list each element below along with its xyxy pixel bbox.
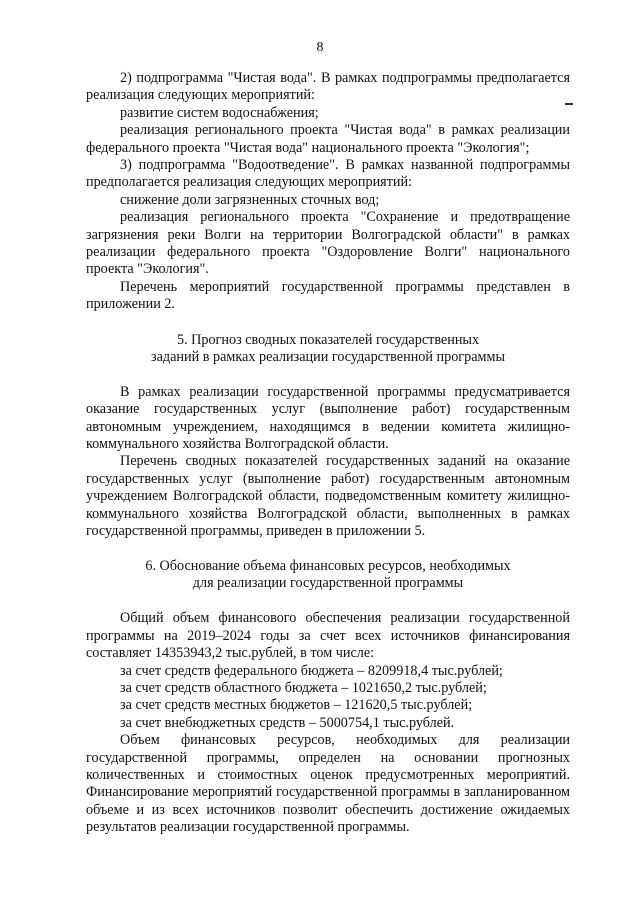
paragraph-wastewater-reduction: снижение доли загрязненных сточных вод;	[120, 191, 380, 208]
section-5-heading-line1: 5. Прогноз сводных показателей государственных	[176, 331, 480, 348]
section-5-heading-line2: заданий в рамках реализации государственной программы	[151, 348, 505, 365]
section-6-paragraph-total: Общий объем финансового обеспечения реализации государственной программы на 2019–2024 годы за счет всех источников финансирования составляет 14353943,2 тыс.рублей, в том числе:	[86, 610, 570, 662]
section-6-regional-budget: за счет средств областного бюджета – 1021650,2 тыс.рублей;	[120, 679, 487, 696]
page-number: 8	[316, 40, 324, 55]
paragraph-measures-list: Перечень мероприятий государственной программы представлен в приложении 2.	[86, 278, 570, 313]
section-6-heading-line1: 6. Обоснование объема финансовых ресурсов, необходимых	[145, 558, 511, 575]
section-6-extrabudgetary: за счет внебюджетных средств – 5000754,1 тыс.рублей.	[120, 714, 455, 731]
paragraph-subprogram-3: 3) подпрограмма "Водоотведение". В рамках названной подпрограммы предполагается реализация следующих мероприятий:	[86, 157, 570, 191]
paragraph-volga-project: реализация регионального проекта "Сохранение и предотвращение загрязнения реки Волги на территории Волгоградской области" в рамках реализации федерального проекта "Оздоровление Волги" национального проекта "Экология".	[86, 209, 570, 278]
section-5-paragraph-2: Перечень сводных показателей государственных заданий на оказание государственных услуг (выполнение работ) государственным автономным учреждением Волгоградской области, подведомственным комитету жилищно-коммунального хозяйства Волгоградской области, выполненных в рамках государственной программы, приведен в приложении 5.	[86, 453, 570, 539]
paragraph-subprogram-2: 2) подпрограмма "Чистая вода". В рамках подпрограммы предполагается реализация следующих мероприятий:	[86, 70, 570, 104]
paragraph-water-systems: развитие систем водоснабжения;	[120, 104, 319, 121]
section-5-heading	[86, 332, 570, 366]
paragraph-clean-water-project: реализация регионального проекта "Чистая вода" в рамках реализации федерального проекта "Чистая вода" национального проекта "Экология";	[86, 122, 570, 156]
section-6-heading-line2: для реализации государственной программы	[192, 575, 464, 592]
section-6-local-budgets: за счет средств местных бюджетов – 121620,5 тыс.рублей;	[120, 697, 473, 714]
section-6-federal-budget: за счет средств федерального бюджета – 8209918,4 тыс.рублей;	[120, 662, 503, 679]
section-6-heading	[86, 558, 570, 592]
section-6-paragraph-resources: Объем финансовых ресурсов, необходимых для реализации государственной программы, определен на основании прогнозных количественных и стоимостных оценок предусмотренных мероприятий. Финансирование мероприятий государственной программы в запланированном объеме и из всех источников позволит обеспечить достижение ожидаемых результатов реализации государственной программы.	[86, 732, 570, 836]
document-body	[86, 70, 570, 837]
section-5-paragraph-1: В рамках реализации государственной программы предусматривается оказание государственных услуг (выполнение работ) государственным автономным учреждением, находящимся в ведении комитета жилищно-коммунального хозяйства Волгоградской области.	[86, 383, 570, 452]
